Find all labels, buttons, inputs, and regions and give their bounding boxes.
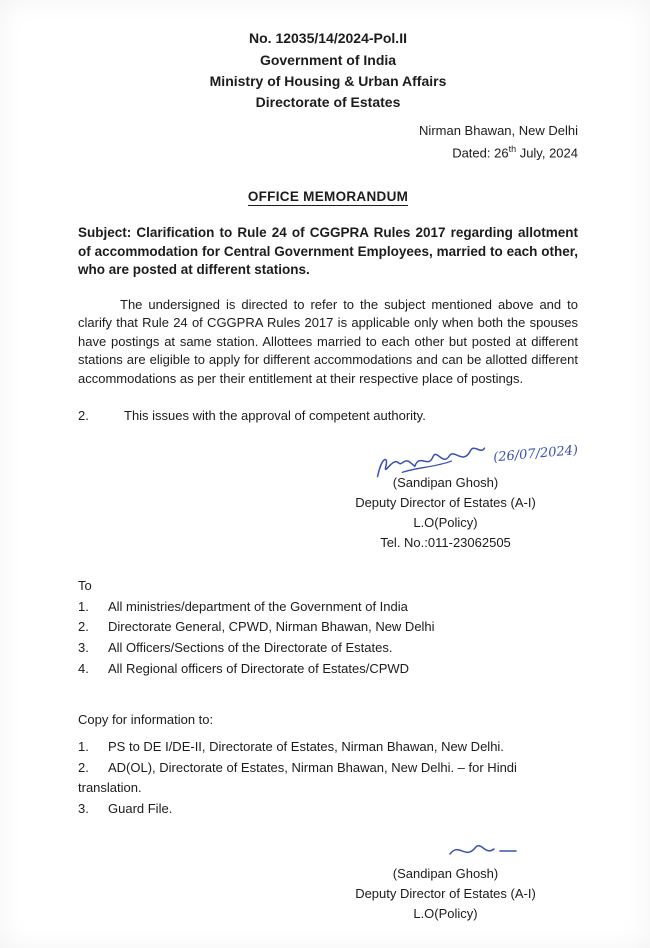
to-label: To: [78, 577, 92, 593]
signatory-office: L.O(Policy): [413, 515, 478, 531]
signature-date: (26/07/2024): [492, 442, 579, 465]
copy-label: Copy for information to:: [78, 711, 214, 727]
date-ordinal: th: [508, 143, 517, 154]
directorate-name: Directorate of Estates: [255, 94, 401, 110]
document-header: [78, 28, 578, 113]
signatory-block-2: [313, 864, 578, 924]
signatory-name: (Sandipan Ghosh): [392, 866, 499, 881]
list-item: 4. All Regional officers of Directorate of Estates/CPWD: [78, 661, 410, 677]
list-item: 1. PS to DE I/DE-II, Directorate of Estates, Nirman Bhawan, New Delhi.: [78, 738, 504, 754]
list-item: 3. All Officers/Sections of the Directorate of Estates.: [78, 640, 393, 656]
list-item: 1. All ministries/department of the Government of India: [78, 598, 408, 614]
paragraph-2: [78, 408, 578, 423]
signatory-telephone: Tel. No.:011-23062505: [380, 535, 511, 551]
to-list: [78, 597, 578, 680]
place-line: Nirman Bhawan, New Delhi: [419, 123, 578, 138]
reference-number: No. 12035/14/2024-Pol.II: [249, 30, 407, 46]
signature-scribble-icon: [446, 838, 520, 864]
signatory-designation: Deputy Director of Estates (A-I): [355, 886, 536, 902]
signatory-name: (Sandipan Ghosh): [392, 475, 499, 491]
subject-line: Subject: Clarification to Rule 24 of CGGPRA Rules 2017 regarding allotment of accommodation for Central Government Employees, married to each other, who are posted at different stations.: [78, 224, 578, 278]
date-line: Dated: 26th July, 2024: [452, 143, 578, 161]
ministry-name: Ministry of Housing & Urban Affairs: [209, 73, 447, 89]
paragraph-2-text: This issues with the approval of competent authority.: [124, 408, 426, 424]
signature-2: [78, 838, 520, 864]
place-date-block: [78, 121, 578, 164]
signatory-designation: Deputy Director of Estates (A-I): [355, 495, 536, 511]
body-paragraph: The undersigned is directed to refer to the subject mentioned above and to clarify that Rule 24 of CGGPRA Rules 2017 is applicable only when both the spouses have postings at same station. Allottees married to each other but posted at different stations are eligible to apply for different accommodations and can be allotted different accommodations as per their entitlement at their respective place of postings.: [78, 296, 578, 386]
list-item: 2. Directorate General, CPWD, Nirman Bhawan, New Delhi: [78, 619, 435, 635]
list-item: 2. AD(OL), Directorate of Estates, Nirman Bhawan, New Delhi. – for Hindi translation.: [78, 759, 517, 796]
paragraph-2-number: 2.: [78, 408, 89, 424]
memo-heading: OFFICE MEMORANDUM: [247, 188, 409, 204]
signature-scribble-icon: [370, 440, 491, 486]
signatory-office: L.O(Policy): [413, 906, 478, 922]
list-item: 3. Guard File.: [78, 801, 173, 817]
copy-list: [78, 737, 578, 820]
org-name: Government of India: [259, 52, 397, 68]
